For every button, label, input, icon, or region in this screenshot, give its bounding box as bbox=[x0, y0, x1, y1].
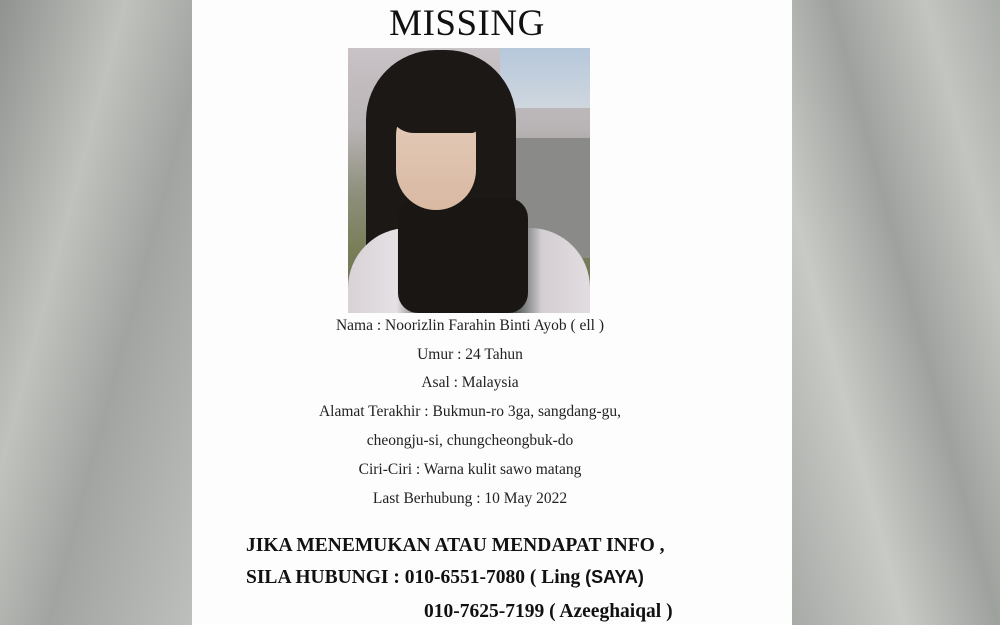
detail-ciri: Ciri-Ciri : Warna kulit sawo matang bbox=[358, 461, 582, 478]
background-right bbox=[792, 0, 1000, 625]
contact-line-2-text: SILA HUBUNGI : 010-6551-7080 ( Ling bbox=[246, 567, 586, 588]
background-left bbox=[0, 0, 192, 625]
contact-saya: (SAYA) bbox=[585, 567, 644, 587]
detail-alamat-1: Alamat Terakhir : Bukmun-ro 3ga, sangdang-gu, bbox=[318, 403, 622, 420]
missing-poster bbox=[192, 0, 792, 625]
missing-person-photo bbox=[348, 48, 590, 313]
detail-nama: Nama : Noorizlin Farahin Binti Ayob ( ell ) bbox=[335, 317, 605, 334]
contact-line-3: 010-7625-7199 ( Azeeghaiqal ) bbox=[424, 601, 673, 622]
detail-alamat-2: cheongju-si, chungcheongbuk-do bbox=[366, 432, 574, 449]
detail-umur: Umur : 24 Tahun bbox=[417, 346, 523, 363]
detail-asal: Asal : Malaysia bbox=[421, 374, 519, 391]
poster-title: MISSING bbox=[389, 3, 545, 44]
contact-line-2 bbox=[246, 567, 644, 589]
detail-last-contact: Last Berhubung : 10 May 2022 bbox=[372, 490, 568, 507]
contact-line-1: JIKA MENEMUKAN ATAU MENDAPAT INFO , bbox=[246, 535, 665, 556]
